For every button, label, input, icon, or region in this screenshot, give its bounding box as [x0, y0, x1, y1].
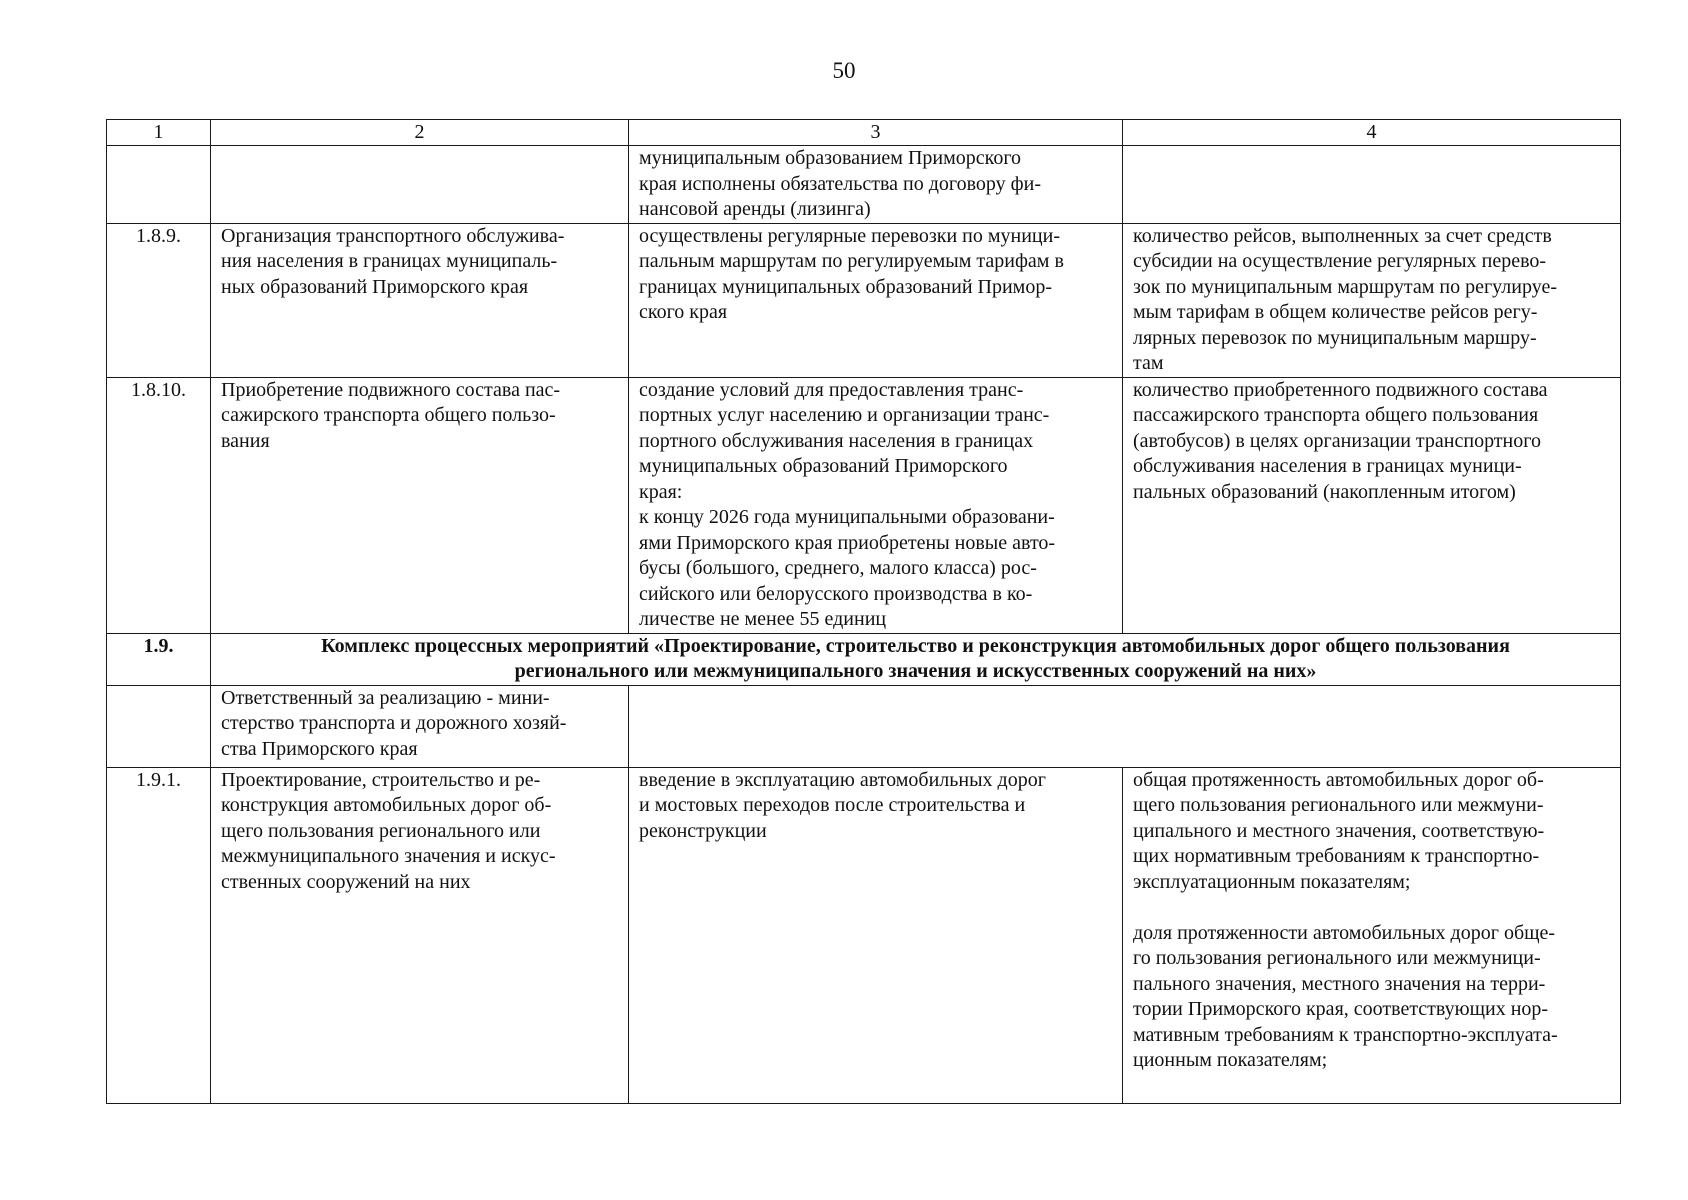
indicator-cell: количество приобретенного подвижного состава пассажирского транспорта общего пользования (автобусов) в целях организации транспортного обслуживания населения в границах муници- пальных образований (накопленным итогом): [1123, 377, 1621, 633]
indicator-paragraph-2: доля протяженности автомобильных дорог обще- го пользования регионального или межмуници- пального значения, местного значения на терри- тории Приморского края, соответствующих нор- мативным требованиям к транспортно-эксплуата- ционным показателям;: [1133, 921, 1558, 1071]
section-title-cell: Комплекс процессных мероприятий «Проектирование, строительство и реконструкция автомобильных дорог общего пользования регионального или межмуниципального значения и искусственных сооружений на них»: [211, 633, 1621, 685]
page-number: 50: [832, 58, 856, 83]
indicator-paragraph-1: общая протяженность автомобильных дорог об- щего пользования регионального или межмуни- ципального и местного значения, соответствую- щих нормативным требованиям к транспортно- эксплуатационным показателям;: [1133, 768, 1545, 893]
header-col-1: 1: [107, 120, 211, 146]
section-number-cell: 1.9.: [107, 633, 211, 685]
header-col-3: 3: [629, 120, 1123, 146]
measure-name-cell: Приобретение подвижного состава пас- сажирского транспорта общего пользо- вания: [211, 377, 629, 633]
measure-name-cell: [211, 146, 629, 224]
indicator-cell: [1123, 767, 1621, 1103]
result-cell: создание условий для предоставления транс- портных услуг населению и организации транс- портного обслуживания населения в границах муниципальных образований Приморского края: к концу 2026 года муниципальными образовани- ями Приморского края приобретены новые авто- бусы (большого, среднего, малого класса) рос- сийского или белорусского производства в ко- личестве не менее 55 единиц: [629, 377, 1123, 633]
measure-name-cell: Проектирование, строительство и ре- конструкция автомобильных дорог об- щего пользования регионального или межмуниципального значения и искус- ственных сооружений на них: [211, 767, 629, 1103]
indicator-cell: количество рейсов, выполненных за счет средств субсидии на осуществление регулярных перево- зок по муниципальным маршрутам по регулируе- мым тарифам в общем количестве рейсов регу- лярных перевозок по муниципальным маршру- там: [1123, 223, 1621, 377]
row-number-cell: [107, 685, 211, 767]
row-number-cell: 1.8.9.: [107, 223, 211, 377]
indicator-cell: [1123, 146, 1621, 224]
row-number-cell: 1.8.10.: [107, 377, 211, 633]
table-row-1-8-10: [107, 377, 1621, 633]
result-cell: введение в эксплуатацию автомобильных дорог и мостовых переходов после строительства и реконструкции: [629, 767, 1123, 1103]
table-row-1-8-9: [107, 223, 1621, 377]
responsible-cell: Ответственный за реализацию - мини- стерство транспорта и дорожного хозяй- ства Приморского края: [211, 685, 629, 767]
table-row-continuation: [107, 146, 1621, 224]
header-col-4: 4: [1123, 120, 1621, 146]
result-cell: осуществлены регулярные перевозки по муници- пальным маршрутам по регулируемым тарифам в границах муниципальных образований Примор- ского края: [629, 223, 1123, 377]
row-number-cell: 1.9.1.: [107, 767, 211, 1103]
empty-merged-cell: [629, 685, 1621, 767]
result-cell: муниципальным образованием Приморского края исполнены обязательства по договору фи- нансовой аренды (лизинга): [629, 146, 1123, 224]
measure-name-cell: Организация транспортного обслужива- ния населения в границах муниципаль- ных образований Приморского края: [211, 223, 629, 377]
table-row-responsible: [107, 685, 1621, 767]
header-col-2: 2: [211, 120, 629, 146]
table-row-1-9-1: [107, 767, 1621, 1103]
measures-table: [106, 119, 1621, 1104]
table-header-row: [107, 120, 1621, 146]
row-number-cell: [107, 146, 211, 224]
section-row-1-9: [107, 633, 1621, 685]
